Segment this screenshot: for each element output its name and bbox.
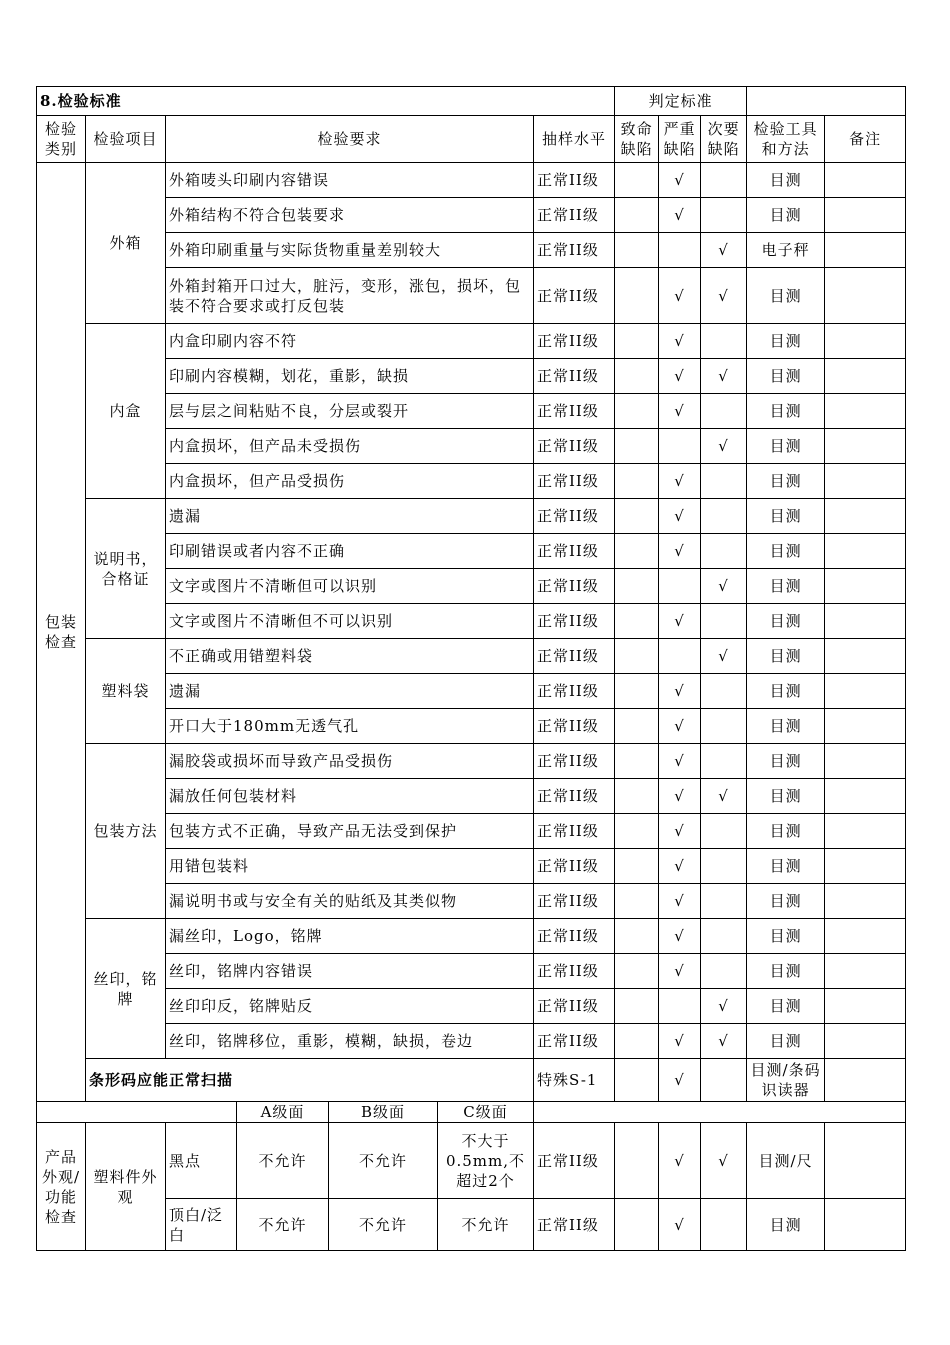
minor-defect-mark: [701, 919, 747, 954]
requirement-text: 内盒损坏，但产品受损伤: [166, 464, 534, 499]
critical-defect-mark: [615, 534, 659, 569]
sampling-level: 正常II级: [534, 429, 615, 464]
defect-name: 黑点: [166, 1123, 237, 1199]
sampling-level: 正常II级: [534, 163, 615, 198]
critical-defect-mark: [615, 1024, 659, 1059]
sampling-level: 正常II级: [534, 639, 615, 674]
table-row: [37, 499, 906, 534]
inspection-tool: 目测: [747, 1024, 825, 1059]
inspection-tool: 目测: [747, 163, 825, 198]
major-defect-mark: √: [659, 1024, 701, 1059]
requirement-text: 文字或图片不清晰但不可以识别: [166, 604, 534, 639]
table-row: [37, 954, 906, 989]
minor-defect-mark: [701, 814, 747, 849]
remark-cell: [825, 359, 906, 394]
table-row: [37, 884, 906, 919]
critical-defect-mark: [615, 569, 659, 604]
surface-grade-header-row: [37, 1102, 906, 1123]
inspection-item: 说明书，合格证: [86, 499, 166, 639]
minor-defect-mark: [701, 709, 747, 744]
major-defect-mark: √: [659, 849, 701, 884]
inspection-tool: 目测: [747, 709, 825, 744]
major-defect-mark: √: [659, 779, 701, 814]
header-requirement: 检验要求: [166, 116, 534, 163]
inspection-tool: 目测: [747, 779, 825, 814]
major-defect-mark: √: [659, 709, 701, 744]
minor-defect-mark: [701, 324, 747, 359]
table-row: [37, 233, 906, 268]
critical-defect-mark: [615, 989, 659, 1024]
requirement-text: 外箱结构不符合包装要求: [166, 198, 534, 233]
minor-defect-mark: [701, 464, 747, 499]
surface-c-criterion: 不允许: [438, 1199, 534, 1251]
sampling-level: 正常II级: [534, 674, 615, 709]
major-defect-mark: √: [659, 359, 701, 394]
minor-defect-mark: √: [701, 639, 747, 674]
major-defect-mark: √: [659, 268, 701, 324]
table-row: [37, 198, 906, 233]
remark-cell: [825, 394, 906, 429]
critical-defect-mark: [615, 849, 659, 884]
major-defect-mark: √: [659, 394, 701, 429]
sampling-level: 正常II级: [534, 884, 615, 919]
major-defect-mark: √: [659, 604, 701, 639]
critical-defect-mark: [615, 919, 659, 954]
critical-defect-mark: [615, 198, 659, 233]
sampling-level: 正常II级: [534, 534, 615, 569]
minor-defect-mark: [701, 849, 747, 884]
judgment-standard-header: 判定标准: [615, 87, 747, 116]
critical-defect-mark: [615, 1199, 659, 1251]
inspection-tool: 目测: [747, 919, 825, 954]
inspection-tool: 目测: [747, 324, 825, 359]
major-defect-mark: √: [659, 954, 701, 989]
sampling-level: 正常II级: [534, 1199, 615, 1251]
requirement-text: 用错包装料: [166, 849, 534, 884]
table-row: [37, 849, 906, 884]
remark-cell: [825, 429, 906, 464]
header-item: 检验项目: [86, 116, 166, 163]
major-defect-mark: √: [659, 499, 701, 534]
critical-defect-mark: [615, 359, 659, 394]
inspection-tool: 目测/尺: [747, 1123, 825, 1199]
table-row: [37, 1024, 906, 1059]
inspection-item: 内盒: [86, 324, 166, 499]
surface-c-criterion: 不大于0.5mm,不超过2个: [438, 1123, 534, 1199]
minor-defect-mark: [701, 1059, 747, 1102]
remark-cell: [825, 1123, 906, 1199]
critical-defect-mark: [615, 429, 659, 464]
surface-b-criterion: 不允许: [329, 1123, 438, 1199]
inspection-tool: 目测: [747, 744, 825, 779]
sampling-level: 正常II级: [534, 954, 615, 989]
requirement-text: 漏放任何包装材料: [166, 779, 534, 814]
inspection-tool: 目测: [747, 268, 825, 324]
minor-defect-mark: √: [701, 233, 747, 268]
minor-defect-mark: [701, 534, 747, 569]
minor-defect-mark: [701, 499, 747, 534]
table-row: [37, 604, 906, 639]
remark-cell: [825, 198, 906, 233]
major-defect-mark: √: [659, 674, 701, 709]
table-row: [37, 674, 906, 709]
critical-defect-mark: [615, 639, 659, 674]
critical-defect-mark: [615, 709, 659, 744]
critical-defect-mark: [615, 268, 659, 324]
requirement-text: 内盒印刷内容不符: [166, 324, 534, 359]
surface-a-criterion: 不允许: [237, 1199, 329, 1251]
header-tool: 检验工具和方法: [747, 116, 825, 163]
critical-defect-mark: [615, 233, 659, 268]
inspection-tool: 目测: [747, 884, 825, 919]
table-row: [37, 919, 906, 954]
inspection-item: 外箱: [86, 163, 166, 324]
minor-defect-mark: √: [701, 989, 747, 1024]
minor-defect-mark: √: [701, 779, 747, 814]
sampling-level: 正常II级: [534, 849, 615, 884]
sampling-level: 特殊S-1: [534, 1059, 615, 1102]
sampling-level: 正常II级: [534, 359, 615, 394]
remark-cell: [825, 1059, 906, 1102]
header-category: 检验类别: [37, 116, 86, 163]
remark-cell: [825, 709, 906, 744]
requirement-text: 印刷内容模糊，划花，重影，缺损: [166, 359, 534, 394]
sampling-level: 正常II级: [534, 394, 615, 429]
major-defect-mark: [659, 989, 701, 1024]
column-header-row: [37, 116, 906, 163]
sampling-level: 正常II级: [534, 198, 615, 233]
header-major: 严重缺陷: [659, 116, 701, 163]
major-defect-mark: √: [659, 534, 701, 569]
major-defect-mark: √: [659, 1199, 701, 1251]
remark-cell: [825, 464, 906, 499]
table-row: [37, 359, 906, 394]
sampling-level: 正常II级: [534, 1123, 615, 1199]
inspection-standard-table: [36, 86, 906, 1251]
remark-cell: [825, 1199, 906, 1251]
table-row: [37, 779, 906, 814]
major-defect-mark: √: [659, 324, 701, 359]
minor-defect-mark: √: [701, 569, 747, 604]
critical-defect-mark: [615, 464, 659, 499]
remark-cell: [825, 674, 906, 709]
major-defect-mark: √: [659, 1123, 701, 1199]
inspection-tool: 目测: [747, 569, 825, 604]
requirement-text: 开口大于180mm无透气孔: [166, 709, 534, 744]
remark-cell: [825, 163, 906, 198]
inspection-tool: 目测: [747, 954, 825, 989]
inspection-item: 塑料件外观: [86, 1123, 166, 1251]
requirement-text: 不正确或用错塑料袋: [166, 639, 534, 674]
minor-defect-mark: √: [701, 1123, 747, 1199]
remark-cell: [825, 604, 906, 639]
remark-cell: [825, 1024, 906, 1059]
minor-defect-mark: [701, 954, 747, 989]
inspection-tool: 目测: [747, 394, 825, 429]
minor-defect-mark: √: [701, 429, 747, 464]
section-title-row: [37, 87, 906, 116]
major-defect-mark: √: [659, 744, 701, 779]
sampling-level: 正常II级: [534, 1024, 615, 1059]
major-defect-mark: [659, 233, 701, 268]
critical-defect-mark: [615, 884, 659, 919]
critical-defect-mark: [615, 1123, 659, 1199]
category-appearance-function-check: 产品外观/功能检查: [37, 1123, 86, 1251]
table-row: [37, 639, 906, 674]
minor-defect-mark: [701, 394, 747, 429]
critical-defect-mark: [615, 779, 659, 814]
major-defect-mark: [659, 429, 701, 464]
critical-defect-mark: [615, 394, 659, 429]
sampling-level: 正常II级: [534, 604, 615, 639]
table-row: [37, 709, 906, 744]
requirement-text: 遗漏: [166, 674, 534, 709]
inspection-item: 丝印，铭牌: [86, 919, 166, 1059]
sampling-level: 正常II级: [534, 324, 615, 359]
requirement-text: 内盒损坏，但产品未受损伤: [166, 429, 534, 464]
remark-cell: [825, 499, 906, 534]
requirement-text: 外箱唛头印刷内容错误: [166, 163, 534, 198]
inspection-tool: 目测: [747, 499, 825, 534]
requirement-text: 遗漏: [166, 499, 534, 534]
table-row: [37, 534, 906, 569]
remark-cell: [825, 814, 906, 849]
minor-defect-mark: [701, 163, 747, 198]
remark-cell: [825, 919, 906, 954]
defect-name: 顶白/泛白: [166, 1199, 237, 1251]
table-row: [37, 394, 906, 429]
table-row: [37, 429, 906, 464]
requirement-text: 丝印，铭牌移位，重影，模糊，缺损，卷边: [166, 1024, 534, 1059]
minor-defect-mark: [701, 674, 747, 709]
inspection-tool: 目测: [747, 604, 825, 639]
remark-cell: [825, 954, 906, 989]
table-row: [37, 464, 906, 499]
inspection-tool: 目测: [747, 814, 825, 849]
header-remark: 备注: [825, 116, 906, 163]
requirement-text: 漏说明书或与安全有关的贴纸及其类似物: [166, 884, 534, 919]
table-row: [37, 744, 906, 779]
surface-grade-a-header: A级面: [237, 1102, 329, 1123]
inspection-item: 塑料袋: [86, 639, 166, 744]
remark-cell: [825, 233, 906, 268]
requirement-text: 丝印，铭牌内容错误: [166, 954, 534, 989]
inspection-item: 包装方法: [86, 744, 166, 919]
remark-cell: [825, 639, 906, 674]
empty-header-cell: [747, 87, 906, 116]
remark-cell: [825, 324, 906, 359]
sampling-level: 正常II级: [534, 779, 615, 814]
minor-defect-mark: [701, 884, 747, 919]
inspection-tool: 目测: [747, 534, 825, 569]
inspection-tool: 目测/条码识读器: [747, 1059, 825, 1102]
critical-defect-mark: [615, 814, 659, 849]
critical-defect-mark: [615, 954, 659, 989]
table-row: [37, 324, 906, 359]
requirement-text: 漏丝印，Logo，铭牌: [166, 919, 534, 954]
critical-defect-mark: [615, 499, 659, 534]
critical-defect-mark: [615, 674, 659, 709]
remark-cell: [825, 569, 906, 604]
sampling-level: 正常II级: [534, 569, 615, 604]
remark-cell: [825, 989, 906, 1024]
inspection-tool: 目测: [747, 359, 825, 394]
inspection-tool: 目测: [747, 639, 825, 674]
header-sampling: 抽样水平: [534, 116, 615, 163]
table-row: [37, 163, 906, 198]
inspection-tool: 目测: [747, 674, 825, 709]
requirement-text: 包装方式不正确，导致产品无法受到保护: [166, 814, 534, 849]
requirement-text: 层与层之间粘贴不良，分层或裂开: [166, 394, 534, 429]
sampling-level: 正常II级: [534, 989, 615, 1024]
sampling-level: 正常II级: [534, 709, 615, 744]
inspection-tool: 电子秤: [747, 233, 825, 268]
sampling-level: 正常II级: [534, 233, 615, 268]
header-minor: 次要缺陷: [701, 116, 747, 163]
critical-defect-mark: [615, 744, 659, 779]
remark-cell: [825, 268, 906, 324]
surface-grade-c-header: C级面: [438, 1102, 534, 1123]
table-row: [37, 1059, 906, 1102]
inspection-tool: 目测: [747, 429, 825, 464]
remark-cell: [825, 744, 906, 779]
requirement-text: 外箱封箱开口过大，脏污，变形，涨包，损坏，包装不符合要求或打反包装: [166, 268, 534, 324]
minor-defect-mark: [701, 1199, 747, 1251]
minor-defect-mark: [701, 604, 747, 639]
critical-defect-mark: [615, 1059, 659, 1102]
sampling-level: 正常II级: [534, 919, 615, 954]
remark-cell: [825, 884, 906, 919]
major-defect-mark: √: [659, 884, 701, 919]
table-row: [37, 268, 906, 324]
empty-cell: [37, 1102, 237, 1123]
major-defect-mark: [659, 639, 701, 674]
table-row: [37, 569, 906, 604]
surface-grade-b-header: B级面: [329, 1102, 438, 1123]
empty-cell: [534, 1102, 906, 1123]
minor-defect-mark: √: [701, 1024, 747, 1059]
category-packaging-check: 包装检查: [37, 163, 86, 1102]
major-defect-mark: √: [659, 919, 701, 954]
requirement-text: 条形码应能正常扫描: [86, 1059, 534, 1102]
requirement-text: 丝印印反，铭牌贴反: [166, 989, 534, 1024]
inspection-tool: 目测: [747, 849, 825, 884]
surface-a-criterion: 不允许: [237, 1123, 329, 1199]
requirement-text: 漏胶袋或损坏而导致产品受损伤: [166, 744, 534, 779]
requirement-text: 外箱印刷重量与实际货物重量差别较大: [166, 233, 534, 268]
major-defect-mark: √: [659, 198, 701, 233]
minor-defect-mark: [701, 744, 747, 779]
sampling-level: 正常II级: [534, 814, 615, 849]
table-row: [37, 989, 906, 1024]
inspection-tool: 目测: [747, 198, 825, 233]
surface-b-criterion: 不允许: [329, 1199, 438, 1251]
requirement-text: 文字或图片不清晰但可以识别: [166, 569, 534, 604]
table-row: [37, 814, 906, 849]
section-title: 8.检验标准: [37, 87, 615, 116]
remark-cell: [825, 849, 906, 884]
sampling-level: 正常II级: [534, 744, 615, 779]
critical-defect-mark: [615, 324, 659, 359]
remark-cell: [825, 779, 906, 814]
major-defect-mark: √: [659, 1059, 701, 1102]
table-row: [37, 1199, 906, 1251]
critical-defect-mark: [615, 604, 659, 639]
header-critical: 致命缺陷: [615, 116, 659, 163]
minor-defect-mark: √: [701, 268, 747, 324]
major-defect-mark: √: [659, 163, 701, 198]
minor-defect-mark: √: [701, 359, 747, 394]
sampling-level: 正常II级: [534, 464, 615, 499]
sampling-level: 正常II级: [534, 499, 615, 534]
major-defect-mark: √: [659, 814, 701, 849]
table-row: [37, 1123, 906, 1199]
inspection-tool: 目测: [747, 464, 825, 499]
inspection-tool: 目测: [747, 989, 825, 1024]
inspection-tool: 目测: [747, 1199, 825, 1251]
major-defect-mark: [659, 569, 701, 604]
critical-defect-mark: [615, 163, 659, 198]
remark-cell: [825, 534, 906, 569]
requirement-text: 印刷错误或者内容不正确: [166, 534, 534, 569]
minor-defect-mark: [701, 198, 747, 233]
major-defect-mark: √: [659, 464, 701, 499]
sampling-level: 正常II级: [534, 268, 615, 324]
